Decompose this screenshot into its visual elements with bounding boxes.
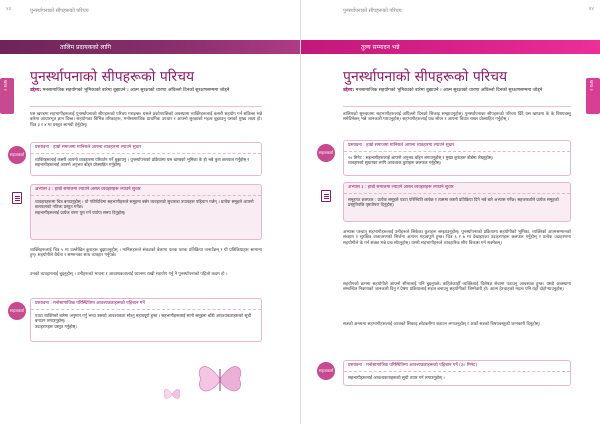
info-box-body: व्यक्तिहरूलाई कसरी आफ्नो व्यवहारमा परिवर्तन गर्ने बुझाउनु । पुनर्स्थापनाको प्रक्रियामा यस खण्डको भूमिका के हो भन्ने कुरा छलफल गर्नुहोस् र सहभागीहरूलाई आफ्नो अनुभव बाँड्न प्रोत्साहित गर्नुहोस्। [35, 157, 250, 168]
info-box-note: व्यवहारको सुधारका लागि आवश्यक कुराहरू छलफल गर्नुहोस्। [348, 160, 442, 166]
exercise-text: व्यवहारहरूमा चित्र बनाउनुहोस् । यो गतिविधिमा सहभागीहरूले समूहमा बसेर व्यवहारको सुधारका उपायहरू पहिचान गर्छन् । प्रत्येक समूहले आफ्नो छलफलको नतिजा प्रस्तुत गर्नेछ। [35, 199, 254, 210]
info-box-heading: प्रस्तावना : हाम्रो समाजमा मानिसले आफ्ना व्यवहारमा ल्याउने सुधार [344, 141, 570, 152]
butterfly-icon [195, 355, 245, 403]
info-box-intro [343, 140, 571, 176]
page-title: पुनर्स्थापनाको सीपहरूको परिचय [30, 69, 195, 85]
side-tab [0, 78, 14, 114]
section-bar [0, 40, 300, 54]
side-tab [586, 78, 600, 114]
body-paragraph-2: उनको व्यवहारलाई बुझ्नुहोस् । उनीहरूको भावना र आवश्यकतालाई ध्यानमा राखी सहयोग गर्नु नै पुनर्स्थापनाको पहिलो कदम हो । [30, 272, 228, 277]
running-head: पुनर्स्थापनाको सीपहरूको परिचय [343, 8, 402, 14]
page-number: ४३ [6, 6, 12, 12]
intro-paragraph: यस खण्डमा सहभागीहरूलाई पुनर्स्थापनाको सीपहरूको परिचय गराइन्छ। यसले प्रकोपपछिको अवस्थामा व्यक्तिहरूलाई कसरी सहयोग गर्न सकिन्छ भन्ने बारेमा आधारभूत ज्ञान दिन्छ। सहयोगका विभिन्न तरिकाहरू, मनोसामाजिक प्राथमिक उपचार र आफ्नो सुरक्षाको महत्व बुझाउनु यसको मुख्य लक्ष्य हो। चित्र ३ र ४ मा प्रस्तुत सामग्री हेर्नुहोस्। [30, 112, 262, 128]
info-box-needs [343, 360, 571, 386]
info-box-body: सहभागीहरूलाई आवश्यकताहरूको सूची तयार गर्न लगाउनुहोस् । [348, 375, 445, 380]
exercise-body [31, 196, 261, 218]
objective-text: मनसामाजिक सहयोगको भूमिकाको बारेमा बुझाउने ‌। आत्म सुरक्षाको धारणा अघिल्लो दिनको सुरक्षणसम्ममा जोड्ने [42, 88, 230, 93]
body-paragraph: अभ्यास पश्चात् सहभागीहरूलाई उनीहरूले सिकेका कुराहरू सम्झाउनुहोस्। पुनर्स्थापनाको प्रक्रियामा सहयोगीको भूमिका, व्यक्तिको आत्मसम्मानको संरक्षण र सुरक्षित वातावरणको सिर्जना अत्यन्त महत्वपूर्ण हुन्छ। चित्र ६ र ७ मा देखाइएका उदाहरणहरू छलफल गर्नुहोस् र प्रत्येक उदाहरणमा सहयोगीले के गर्न सक्छ भन्ने प्रश्न सोध्नुहोस्। यसरी सहभागीहरूले व्यवहारिक सीप विकास गर्न सक्नेछन्। [343, 230, 571, 246]
exercise-heading: अभ्यास ३ : हाम्रो समाजमा ल्याउने असल व्यवहारहरू ल्याउने सुधार [344, 183, 570, 194]
facilitator-badge-label: सहजकर्ता [9, 308, 25, 313]
section-bar-label: तालिम प्रदायकको लागि [60, 44, 111, 51]
info-box-body [344, 152, 570, 169]
section-bar [301, 40, 600, 54]
facilitator-badge-label: सहजकर्ता [318, 368, 334, 373]
objective-label: उद्देश्य: [343, 88, 355, 93]
facilitator-badge [317, 144, 335, 162]
info-box-text: एउटा व्यक्तिको बारेमा अनुमान गर्नु भन्दा उसको आवश्यकता सोध्नु महत्वपूर्ण हुन्छ । सहभागीहरूलाई सानो समूहमा बाँडी आवश्यकताहरूको सूची बनाउन लगाउनुहोस्। [35, 313, 252, 324]
info-box-note: उदाहरणहरू प्रस्तुत गर्नुहोस्। [35, 323, 77, 329]
exercise-box [30, 184, 262, 240]
info-box-heading: प्रस्तावना : हाम्रो समाजमा मानिसले आफ्ना व्यवहारमा ल्याउने सुधार [31, 143, 261, 154]
side-tab-label: खण्ड २ [589, 80, 594, 91]
intro-paragraph: तालिमको सुरुवातमा सहभागीहरूलाई अघिल्लो दिनको सिकाइ सम्झाउनुहोस्। पुनर्स्थापनाका सीपहरूको परिचय दिँदै यस खण्डमा के के विषयवस्तु समेटिनेछन् भन्ने जानकारी गराउनुहोस्। सहभागीहरूलाई प्रश्न सोध्न र आफ्ना विचार राख्न प्रोत्साहित गर्नुहोस् । [343, 112, 571, 123]
exercise-box [343, 182, 571, 222]
divider [343, 106, 571, 107]
info-box-needs [30, 298, 262, 342]
info-box-text: १० मिनेट : सहभागीहरूलाई आफ्नो अनुभव बाँड्न लगाउनुहोस् र मुख्य कुराहरू बोर्डमा लेख्नुहोस्। [348, 155, 494, 160]
small-butterfly-icon [162, 385, 182, 403]
info-box-intro [30, 142, 262, 176]
info-box-body [31, 310, 261, 332]
facilitator-badge-label: सहजकर्ता [318, 150, 334, 155]
body-paragraph-2: सहयोगको क्रममा सहयोगीले आफ्नो सीमालाई पनि बुझ्नुपर्छ। कहिलेकाहीँ व्यक्तिलाई विशेषज्ञ सेवामा पठाउनु आवश्यक हुन्छ। यस्तो अवस्थामा सम्बन्धित निकायको जानकारी दिनु र प्रेषण प्रक्रियालाई सहज बनाउनु सहयोगीको जिम्मेवारी हो। आत्म हेरचाहको महत्व पनि यहाँ दोहोर्‍याउनुहोस्। [343, 282, 571, 293]
facilitator-badge-label: सहजकर्ता [9, 152, 25, 157]
info-box-heading: प्रस्तावना : मनोसामाजिक परिस्थितिमा आवश्यकताहरूको पहिचान गर्ने (३० मिनेट) [344, 361, 570, 372]
divider [30, 106, 262, 107]
exercise-note: सहभागीहरूलाई प्रत्येक चरण पूरा गर्न पर्याप्त समय दिनुहोस्। [35, 209, 126, 215]
page-number: ४४ [588, 6, 594, 12]
running-head: पुनर्स्थापनाको सीपहरूको परिचय [30, 8, 89, 14]
body-paragraph: व्यक्तिहरूलाई चित्र ५ मा उल्लेखित कुराहरू बुझाउनुहोस् । मानिसहरूले संकटको बेलामा फरक फरक प्रतिक्रिया जनाउँछन् र यी प्रतिक्रियाहरू सामान्य हुन्। सहयोगीले धैर्यता र सम्मानका साथ व्यवहार गर्नुपर्छ। [30, 248, 262, 259]
side-tab-label: खण्ड २ [3, 80, 8, 91]
info-box-heading: प्रस्तावना : मनोसामाजिक परिस्थितिमा आवश्यकताहरूको पहिचान गर्ने [31, 299, 261, 310]
facilitator-badge [317, 362, 335, 380]
body-paragraph-3: सत्रको अन्त्यमा सहभागीहरूलाई आजको सिकाइ छोटकरीमा बताउन लगाउनुहोस् र अर्को सत्रको विषयवस्तुको जानकारी दिनुहोस्। [343, 322, 541, 327]
objective [343, 88, 571, 94]
right-page [300, 0, 600, 424]
section-bar-label: तुल्य सम्पादन भन्ने [361, 44, 400, 51]
objective [30, 88, 262, 94]
exercise-body: समूहगत छलफल : प्रत्येक समूहले एउटा परिस्थिति छान्नेछ र त्यसमा कस्तो प्रतिक्रिया दिने भन्ने बारे अभ्यास गर्नेछ। सहजकर्ताले प्रत्येक समूहको प्रस्तुतिपछि पृष्ठपोषण दिनुहोस्। [348, 197, 559, 208]
page-title: पुनर्स्थापनाको सीपहरूको परिचय [343, 69, 508, 85]
document-icon [12, 192, 22, 204]
objective-text: मनसामाजिक सहयोगको भूमिकाको बारेमा बुझाउने ‌। आत्म सुरक्षाको धारणा अघिल्लो दिनको सुरक्षणसम्ममा जोड्ने [355, 88, 543, 93]
objective-label: उद्देश्य: [30, 88, 42, 93]
facilitator-badge [8, 302, 26, 320]
document-icon [321, 190, 331, 202]
exercise-heading: अभ्यास ३ : हाम्रो समाजमा ल्याउने असल व्यवहारहरू ल्याउने सुधार [31, 185, 261, 196]
facilitator-badge [8, 146, 26, 164]
